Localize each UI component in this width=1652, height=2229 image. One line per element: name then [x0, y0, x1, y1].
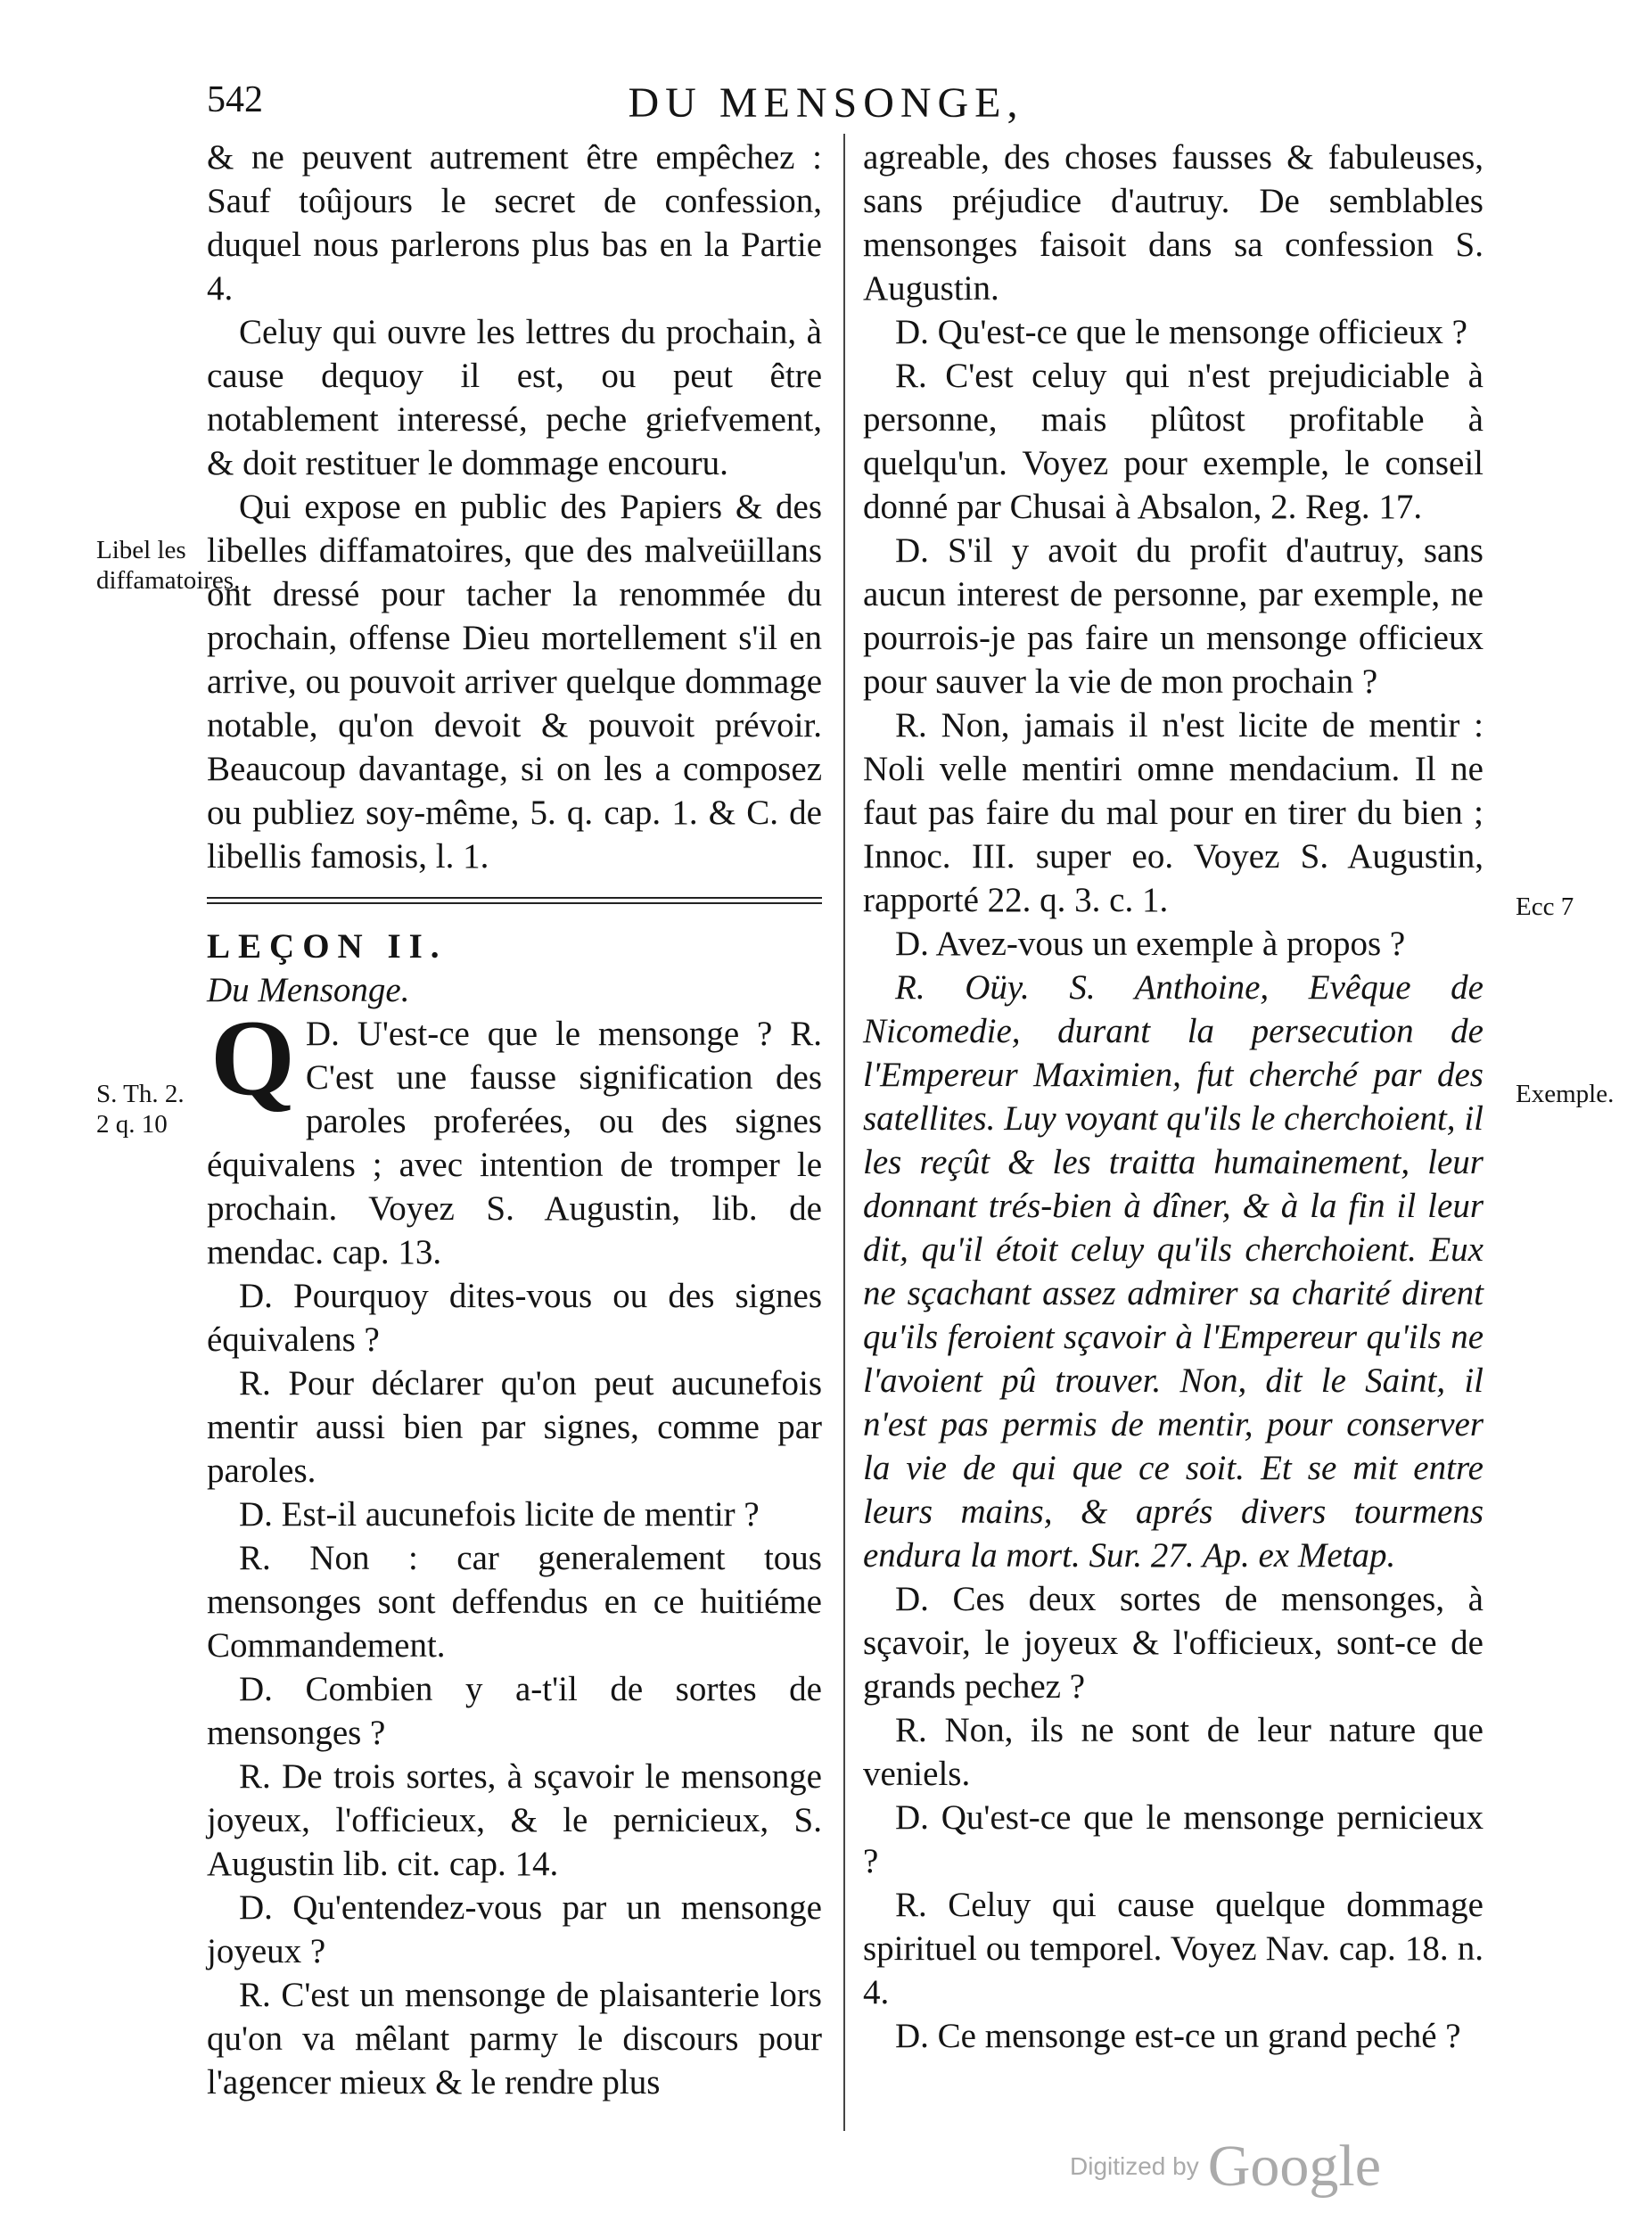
- paragraph: D. Est-il aucunefois licite de mentir ?: [239, 1495, 760, 1534]
- paragraph: R. De trois sortes, à sçavoir le mensonge joyeux, l'officieux, & le pernicieux, S. Augustin lib. cit. cap. 14.: [207, 1757, 822, 1883]
- first-answer-text: R. C'est une fausse signification des paroles proferées, ou des signes équivalens ; avec intention de tromper le prochain. Voyez S. Augustin, lib. de mendac. cap. 13.: [207, 1015, 823, 1271]
- margin-note-ecclesiastes: Ecc 7: [1516, 892, 1574, 921]
- paragraph: Celuy qui ouvre les lettres du prochain, à cause dequoy il est, ou peut être notablement interessé, peche griefvement, & doit restituer le dommage encouru.: [207, 313, 822, 482]
- paragraph: D. S'il y avoit du profit d'autruy, sans aucun interest de personne, par exemple, ne pourrois-je pas faire un mensonge officieux pour sauver la vie de mon prochain ?: [863, 531, 1484, 701]
- running-head: DU MENSONGE,: [628, 79, 1024, 127]
- paragraph: D. Qu'entendez-vous par un mensonge joyeux ?: [207, 1888, 822, 1970]
- paragraph: D. Combien y a-t'il de sortes de mensonges ?: [207, 1670, 822, 1752]
- paragraph: D. Ces deux sortes de mensonges, à sçavoir, le joyeux & l'officieux, sont-ce de grands pechez ?: [863, 1580, 1484, 1706]
- paragraph: D. Avez-vous un exemple à propos ?: [895, 925, 1406, 963]
- paragraph: D. Pourquoy dites-vous ou des signes équivalens ?: [207, 1277, 822, 1359]
- google-logo: Google: [1207, 2134, 1382, 2199]
- paragraph: R. Celuy qui cause quelque dommage spirituel ou temporel. Voyez Nav. cap. 18. n. 4.: [863, 1886, 1484, 2011]
- margin-note-saint-thomas: S. Th. 2. 2 q. 10: [96, 1080, 185, 1139]
- drop-cap: Q: [210, 998, 295, 1118]
- margin-note-exemple: Exemple.: [1516, 1080, 1615, 1108]
- paragraph: R. Non, ils ne sont de leur nature que veniels.: [863, 1711, 1484, 1793]
- paragraph: & ne peuvent autrement être empêchez : Sauf toûjours le secret de confession, duquel nous parlerons plus bas en la Partie 4.: [207, 138, 822, 308]
- paragraph: agreable, des choses fausses & fabuleuses, sans préjudice d'autruy. De semblables mensonges faisoit dans sa confession S. Augustin.: [863, 138, 1484, 308]
- digitized-by-watermark: [1070, 2133, 1381, 2200]
- column-divider: [843, 134, 845, 2131]
- paragraph: R. C'est un mensonge de plaisanterie lors qu'on va mêlant parmy le discours pour l'agencer mieux & le rendre plus: [207, 1976, 822, 2102]
- lesson-title: LEÇON II.: [207, 927, 448, 966]
- paragraph-example: R. Oüy. S. Anthoine, Evêque de Nicomedie, durant la persecution de l'Empereur Maximien, fut cherché par des satellites. Luy voyant qu'ils le cherchoient, il les reçût & les traitta humainement, leur donnant trés-bien à dîner, & à la fin il leur dit, qu'il étoit celuy qu'ils cherchoient. Eux ne sçachant assez admirer sa charité dirent qu'ils feroient sçavoir à l'Empereur qu'ils ne l'avoient pû trouver. Non, dit le Saint, il n'est pas permis de mentir, pour conserver la vie de qui que ce soit. Et se mit entre leurs mains, & aprés divers tourmens endura la mort. Sur. 27. Ap. ex Metap.: [863, 968, 1484, 1575]
- page-number: 542: [207, 79, 263, 120]
- paragraph: D. Ce mensonge est-ce un grand peché ?: [895, 2017, 1461, 2055]
- section-rule: [207, 894, 822, 905]
- paragraph: Qui expose en public des Papiers & des libelles diffamatoires, que des malveüillans ont dressé pour tacher la renommée du prochain, offense Dieu mortellement s'il en arrive, ou pouvoit arriver quelque dommage notable, qu'on devoit & pouvoit prévoir. Beaucoup davantage, si on les a composez ou publiez soy-même, 5. q. cap. 1. & C. de libellis famosis, l. 1.: [207, 488, 822, 876]
- paragraph: R. Non : car generalement tous mensonges sont deffendus en ce huitiéme Commandement.: [207, 1539, 822, 1665]
- paragraph: D. Qu'est-ce que le mensonge pernicieux ?: [863, 1798, 1484, 1880]
- lesson-subtitle: Du Mensonge.: [207, 971, 410, 1009]
- right-column: [863, 136, 1484, 2058]
- first-question: [207, 998, 823, 1274]
- margin-note-libel: Libel les diffamatoires.: [96, 536, 241, 595]
- paragraph: R. Non, jamais il n'est licite de mentir : Noli velle mentiri omne mendacium. Il ne faut pas faire du mal pour en tirer du bien ; Innoc. III. super eo. Voyez S. Augustin, rapporté 22. q. 3. c. 1.: [863, 706, 1484, 919]
- left-column: [207, 136, 822, 2104]
- watermark-prefix: Digitized by: [1070, 2152, 1199, 2180]
- paragraph: R. C'est celuy qui n'est prejudiciable à personne, mais plûtost profitable à quelqu'un. Voyez pour exemple, le conseil donné par Chusai à Absalon, 2. Reg. 17.: [863, 357, 1484, 526]
- paragraph: R. Pour déclarer qu'on peut aucunefois mentir aussi bien par signes, comme par paroles.: [207, 1364, 822, 1490]
- paragraph: D. Qu'est-ce que le mensonge officieux ?: [895, 313, 1467, 351]
- question-label: D.: [305, 1015, 340, 1053]
- first-question-text: U'est-ce que le mensonge ?: [357, 1015, 773, 1053]
